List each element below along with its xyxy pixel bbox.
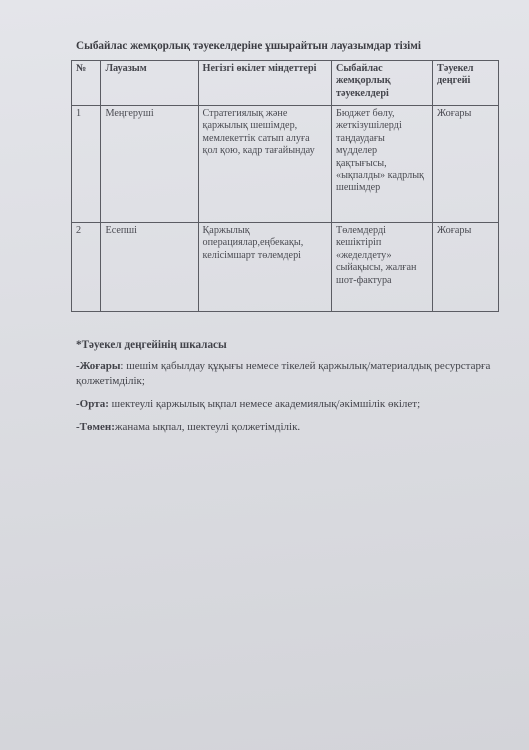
- header-corruption-risks: Сыбайлас жемқорлық тәуекелдері: [331, 61, 432, 106]
- risk-scale-text: шектеулі қаржылық ықпал немесе академиялық/әкімшілік өкілет;: [108, 398, 421, 410]
- table-header-row: [72, 61, 499, 106]
- header-position: Лауазым: [101, 61, 198, 106]
- cell-duties: Қаржылық операциялар,еңбекақы, келісімшарт төлемдері: [198, 223, 331, 312]
- header-number: №: [72, 61, 101, 106]
- header-duties: Негізгі өкілет міндеттері: [198, 61, 331, 106]
- risk-scale-text: жанама ықпал, шектеулі қолжетімділік.: [114, 421, 301, 433]
- risk-scale-label: -Төмен:: [76, 421, 115, 433]
- cell-number: 2: [72, 223, 101, 312]
- cell-number: 1: [72, 106, 101, 223]
- risk-scale-label: -Орта:: [76, 398, 109, 410]
- table-row: [72, 106, 499, 223]
- risk-scale-item-medium: [76, 397, 501, 412]
- table-row: [72, 223, 499, 312]
- cell-risk-level: Жоғары: [433, 106, 499, 223]
- risk-scale-item-high: [76, 359, 501, 389]
- risk-scale-text: : шешім қабылдау құқығы немесе тікелей қаржылық/материалдық ресурстарға қолжетімділік;: [76, 360, 491, 387]
- positions-table: [71, 60, 499, 312]
- risk-scale-section: [76, 338, 501, 443]
- document-title: Сыбайлас жемқорлық тәуекелдеріне ұшырайтын лауазымдар тізімі: [76, 40, 422, 52]
- header-risk-level: Тәуекел деңгейі: [433, 61, 499, 106]
- cell-duties: Стратегиялық және қаржылық шешімдер, мемлекеттік сатып алуға қол қою, кадр тағайындау: [198, 106, 331, 223]
- cell-position: Есепші: [101, 223, 198, 312]
- cell-corruption-risks: Бюджет бөлу, жеткізушілерді таңдаудағы мүдделер қақтығысы, «ықпалды» кадрлық шешімдер: [331, 106, 432, 223]
- risk-scale-label: -Жоғары: [76, 360, 121, 372]
- cell-risk-level: Жоғары: [433, 223, 499, 312]
- cell-position: Меңгеруші: [101, 106, 198, 223]
- cell-corruption-risks: Төлемдерді кешіктіріп «жеделдету» сыйақысы, жалған шот-фактура: [331, 223, 432, 312]
- risk-scale-heading: *Тәуекел деңгейінің шкаласы: [76, 339, 227, 351]
- risk-scale-item-low: [76, 420, 501, 435]
